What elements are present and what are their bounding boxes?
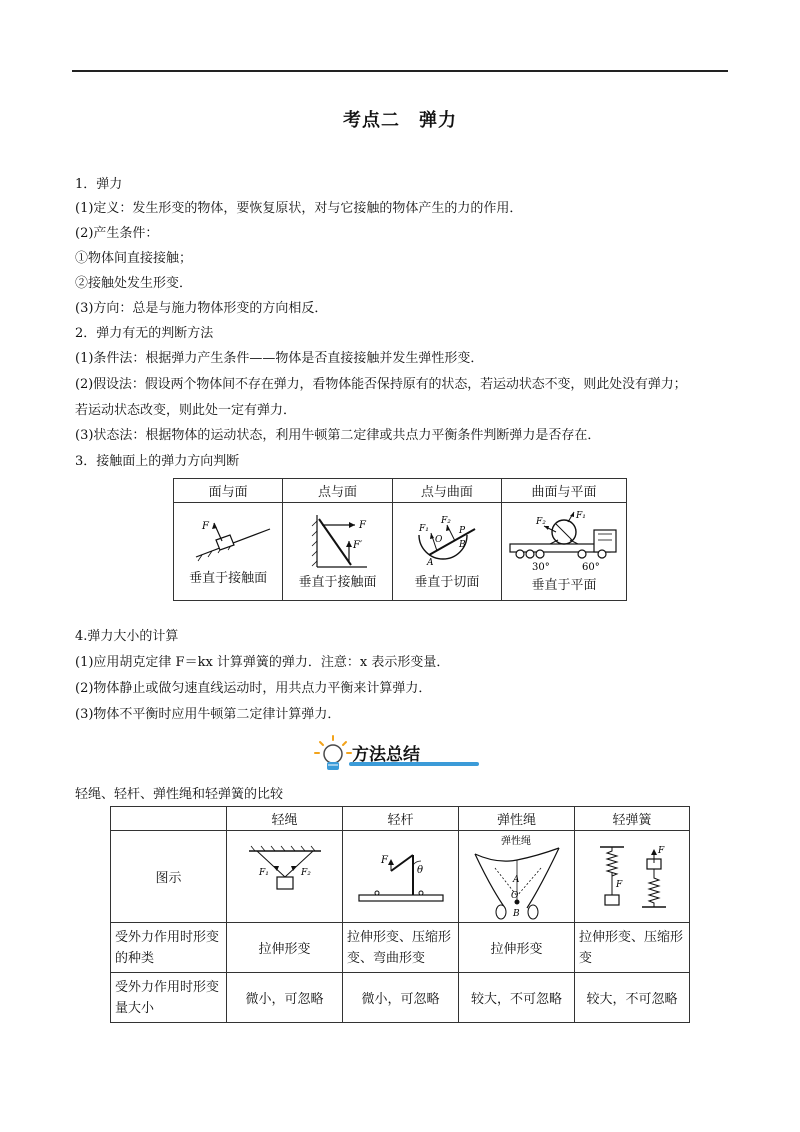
contact-direction-table — [173, 478, 627, 601]
fig-label-F: F — [202, 521, 210, 532]
section1-heading: 1．弹力 — [75, 177, 123, 192]
section2-heading: 2．弹力有无的判断方法 — [75, 326, 214, 341]
rod-wall-figure — [287, 513, 387, 569]
caption-point-face: 垂直于接触面 — [298, 575, 377, 590]
cell-elastic-figure — [459, 831, 575, 923]
cell-spring-figure — [575, 831, 690, 923]
header-blank — [111, 807, 227, 831]
header-point-face: 点与面 — [283, 479, 392, 503]
fig-label-A: A — [426, 558, 434, 568]
fig-label-F: F — [658, 845, 665, 856]
method-1: (1)条件法：根据弹力产生条件——物体是否直接接触并发生弹性形变． — [75, 351, 484, 366]
equilibrium-text: (2)物体静止或做匀速直线运动时，用共点力平衡来计算弹力． — [75, 681, 432, 696]
cell-point-face — [283, 503, 392, 601]
caption-face-face: 垂直于接触面 — [189, 571, 268, 586]
newton-law-text: (3)物体不平衡时应用牛顿第二定律计算弹力． — [75, 707, 341, 722]
fig-label-A: A — [512, 874, 519, 885]
cell-rod-figure — [343, 831, 459, 923]
angle-30-label: 30° — [532, 562, 550, 572]
fig-label-B: B — [458, 540, 466, 550]
fig-label-F1: F₁ — [576, 511, 586, 521]
truck-tank-figure — [502, 510, 626, 572]
cell-elastic-size: 较大，不可忽略 — [459, 973, 575, 1023]
header-face-face: 面与面 — [174, 479, 283, 503]
light-rod-figure — [351, 837, 451, 917]
fig-label-F2: F₂ — [300, 867, 311, 878]
caption-point-curve: 垂直于切面 — [414, 575, 480, 590]
cell-elastic-type: 拉伸形变 — [459, 923, 575, 973]
cell-rope-size: 微小，可忽略 — [227, 973, 343, 1023]
cell-face-face — [174, 503, 283, 601]
light-rope-figure — [235, 837, 335, 917]
cell-rod-size: 微小，可忽略 — [343, 973, 459, 1023]
fig-label-F1: F₁ — [258, 867, 269, 878]
fig-label-F-prime: F′ — [353, 540, 363, 551]
fig-label-O: O — [434, 535, 443, 545]
header-light-spring: 轻弹簧 — [575, 807, 690, 831]
cell-rope-figure — [227, 831, 343, 923]
fig-label-F: F — [359, 520, 367, 531]
comparison-table — [110, 806, 690, 1023]
cell-point-curve — [392, 503, 501, 601]
condition-1: ①物体间直接接触； — [75, 251, 193, 266]
bowl-rod-figure — [397, 513, 497, 569]
header-curve-plane: 曲面与平面 — [502, 479, 627, 503]
header-elastic-rope: 弹性绳 — [459, 807, 575, 831]
incline-block-figure — [178, 517, 278, 565]
row-label-deformation-size: 受外力作用时形变量大小 — [111, 973, 227, 1023]
fig-label-F2: F₂ — [536, 517, 546, 527]
fig-label-F2: F₂ — [440, 516, 451, 526]
conditions-heading: (2)产生条件： — [75, 226, 159, 241]
method-summary-title: 方法总结 — [352, 745, 420, 765]
fig-label-P: P — [458, 526, 465, 536]
header-point-curve: 点与曲面 — [392, 479, 501, 503]
fig-label-theta: θ — [416, 864, 423, 876]
cell-spring-type: 拉伸形变、压缩形变 — [575, 923, 690, 973]
lightbulb-icon — [324, 745, 342, 770]
condition-2: ②接触处发生形变． — [75, 276, 193, 291]
cell-curve-plane — [502, 503, 627, 601]
top-rule — [72, 70, 728, 72]
header-light-rod: 轻杆 — [343, 807, 459, 831]
fig-label-elastic: 弹性绳 — [500, 835, 531, 847]
method-2-line-1: (2)假设法：假设两个物体间不存在弹力，看物体能否保持原有的状态，若运动状态不变，则此处没有弹力； — [75, 377, 687, 392]
cell-rod-type: 拉伸形变、压缩形变、弯曲形变 — [343, 923, 459, 973]
fig-label-F: F — [616, 879, 623, 890]
section3-heading: 3．接触面上的弹力方向判断 — [75, 454, 240, 469]
header-light-rope: 轻绳 — [227, 807, 343, 831]
fig-label-F1: F₁ — [418, 524, 429, 534]
method-3: (3)状态法：根据物体的运动状态，利用牛顿第二定律或共点力平衡条件判断弹力是否存在． — [75, 428, 601, 443]
section4-heading: 4.弹力大小的计算 — [75, 629, 179, 644]
cell-spring-size: 较大，不可忽略 — [575, 973, 690, 1023]
hooke-law-text: (1)应用胡克定律 F＝kx 计算弹簧的弹力．注意：x 表示形变量． — [75, 655, 450, 670]
light-spring-figure — [582, 837, 682, 917]
cell-rope-type: 拉伸形变 — [227, 923, 343, 973]
page-title: 考点二 弹力 — [343, 110, 457, 131]
comparison-intro: 轻绳、轻杆、弹性绳和轻弹簧的比较 — [75, 787, 284, 802]
direction-text: (3)方向：总是与施力物体形变的方向相反． — [75, 301, 328, 316]
elastic-rope-figure — [467, 834, 567, 920]
definition-text: (1)定义：发生形变的物体，要恢复原状，对与它接触的物体产生的力的作用． — [75, 201, 523, 216]
row-label-deformation-type: 受外力作用时形变的种类 — [111, 923, 227, 973]
fig-label-O: O — [510, 890, 518, 901]
fig-label-B: B — [512, 908, 520, 919]
method-2-line-2: 若运动状态改变，则此处一定有弹力． — [75, 403, 297, 418]
angle-60-label: 60° — [582, 562, 600, 572]
row-label-figure: 图示 — [111, 831, 227, 923]
fig-label-F: F — [380, 854, 388, 866]
caption-curve-plane: 垂直于平面 — [531, 578, 597, 593]
